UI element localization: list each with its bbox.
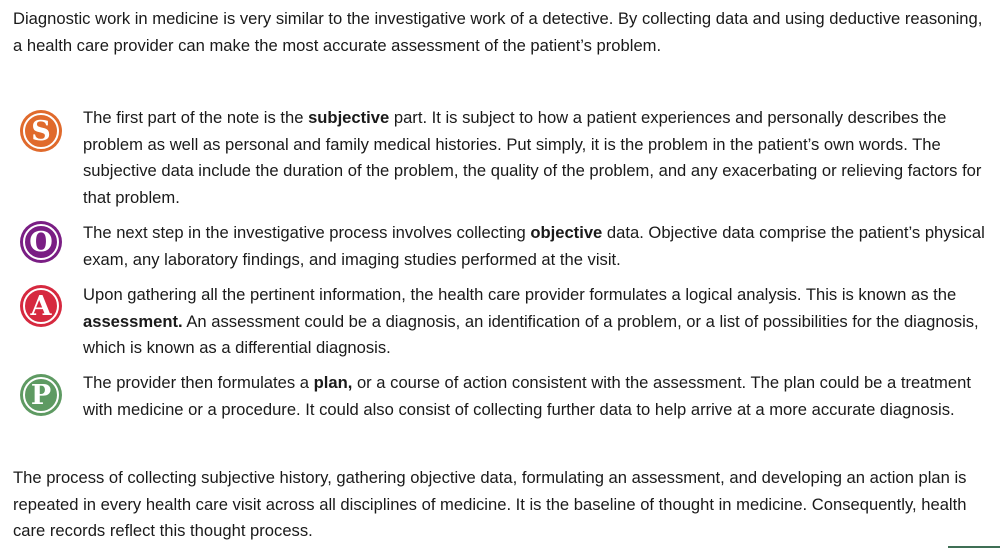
plan-term: plan, [313, 373, 353, 392]
plan-text: The provider then formulates a plan, or a course of action consistent with the assessment. The plan could be a treatment with medicine or a procedure. It could also consist of collecting further data to help arrive at a more accurate diagnosis. [83, 373, 971, 419]
objective-text: The next step in the investigative process involves collecting objective data. Objective data comprise the patient’s physical exam, any laboratory findings, and imaging studies performed at the visit. [83, 223, 985, 269]
objective-term: objective [530, 223, 603, 242]
subjective-term: subjective [308, 108, 390, 127]
assessment-text: Upon gathering all the pertinent information, the health care provider formulates a logical analysis. This is known as the assessment. An assessment could be a diagnosis, an identification of a problem, or a list of possibilities for the diagnosis, which is known as a differential diagnosis. [83, 285, 979, 357]
letter-o-icon: O [20, 221, 62, 263]
assessment-term: assessment. [83, 311, 183, 331]
closing-paragraph: The process of collecting subjective history, gathering objective data, formulating an assessment, and developing an action plan is repeated in every health care visit across all disciplines of medicine. It is the baseline of thought in medicine. Consequently, health care records reflect this thought process. [13, 468, 967, 540]
letter-s-icon: S [20, 110, 62, 152]
letter-a-icon: A [20, 285, 62, 327]
divider [948, 546, 1000, 548]
intro-paragraph: Diagnostic work in medicine is very similar to the investigative work of a detective. By collecting data and using deductive reasoning, a health care provider can make the most accurate assessment of the patient’s problem. [13, 9, 983, 55]
subjective-text: The first part of the note is the subjective part. It is subject to how a patient experiences and personally describes the problem as well as personal and family medical histories. Put simply, it is the problem in the patient’s own words. The subjective data include the duration of the problem, the quality of the problem, and any exacerbating or relieving factors for that problem. [83, 108, 982, 207]
letter-p-icon: P [20, 374, 62, 416]
